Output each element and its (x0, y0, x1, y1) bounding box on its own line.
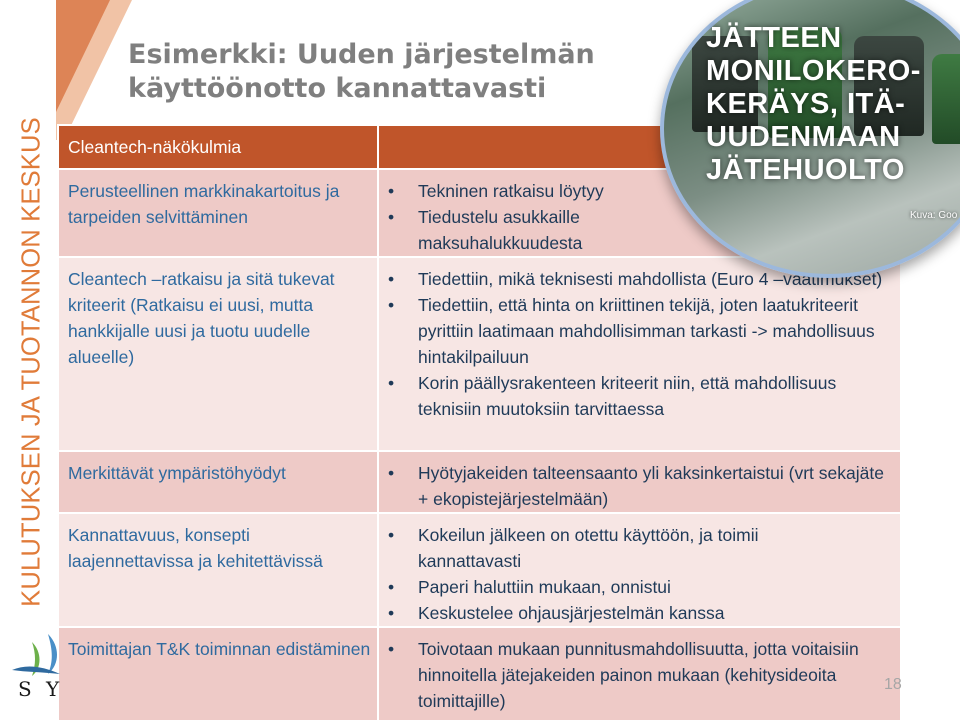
page-number: 18 (884, 676, 902, 693)
image-credit: Kuva: Goo (910, 210, 958, 221)
slide-title (128, 38, 688, 106)
badge-line: JÄTEHUOLTO (706, 154, 905, 186)
bullet-item: • Tiedustelu asukkaille maksuhalukkuudesta (388, 204, 648, 256)
bullet-item: • Toivotaan mukaan punnitusmahdollisuutta, jotta voitaisiin hinnoitella jätejakeiden painon mukaan (kehitysideoita toimittajille) (388, 636, 888, 714)
row-details (378, 627, 901, 721)
badge-caption (706, 22, 956, 187)
row-aspect: Merkittävät ympäristöhyödyt (58, 451, 378, 513)
bullet-list (388, 266, 894, 422)
sidebar-org-name: KULUTUKSEN JA TUOTANNON KESKUS (17, 117, 46, 607)
table-row (58, 257, 901, 451)
bullet-item: • Kokeilun jälkeen on otettu käyttöön, ja toimii kannattavasti (388, 522, 858, 574)
row-details (378, 513, 901, 627)
badge-line: KERÄYS, ITÄ- (706, 88, 906, 120)
bullet-item: • Hyötyjakeiden talteensaanto yli kaksinkertaistui (vrt sekajäte + ekopistejärjestelmään) (388, 460, 894, 512)
badge-line: UUDENMAAN (706, 121, 901, 153)
bullet-item: • Tiedettiin, että hinta on kriittinen tekijä, joten laatukriteerit pyrittiin laatimaan mahdollisimman tarkasti -> mahdollisuus hintakilpailuun (388, 292, 888, 370)
logo-letters: S Y (18, 677, 64, 701)
slide-title-line-1: Esimerkki: Uuden järjestelmän (128, 39, 595, 70)
row-aspect: Kannattavuus, konsepti laajennettavissa ja kehitettävissä (58, 513, 378, 627)
row-aspect: Toimittajan T&K toiminnan edistäminen (58, 627, 378, 721)
bullet-item: • Keskustelee ohjausjärjestelmän kanssa (388, 600, 894, 626)
row-details (378, 257, 901, 451)
bullet-list (388, 522, 894, 626)
bullet-item: • Korin päällysrakenteen kriteerit niin, että mahdollisuus teknisiin muutoksiin tarvittaessa (388, 370, 888, 422)
table-row (58, 627, 901, 721)
row-aspect: Cleantech –ratkaisu ja sitä tukevat kriteerit (Ratkaisu ei uusi, mutta hankkijalle uusi ja tuotu uudelle alueelle) (58, 257, 378, 451)
badge-line: MONILOKERO- (706, 55, 921, 87)
table-row (58, 513, 901, 627)
badge-line: JÄTTEEN (706, 22, 842, 54)
bullet-item: • Paperi haluttiin mukaan, onnistui (388, 574, 894, 600)
slide-title-line-2: käyttöönotto kannattavasti (128, 73, 547, 104)
bullet-item: • Tiedettiin, mikä teknisesti mahdollista (Euro 4 –vaatimukset) (388, 266, 888, 292)
row-aspect: Perusteellinen markkinakartoitus ja tarpeiden selvittäminen (58, 169, 378, 257)
table-row (58, 451, 901, 513)
bullet-item: • Tekninen ratkaisu löytyy (388, 178, 894, 204)
table-header-left: Cleantech-näkökulmia (58, 125, 378, 169)
row-details (378, 451, 901, 513)
bullet-list (388, 460, 894, 512)
bullet-list (388, 636, 894, 714)
